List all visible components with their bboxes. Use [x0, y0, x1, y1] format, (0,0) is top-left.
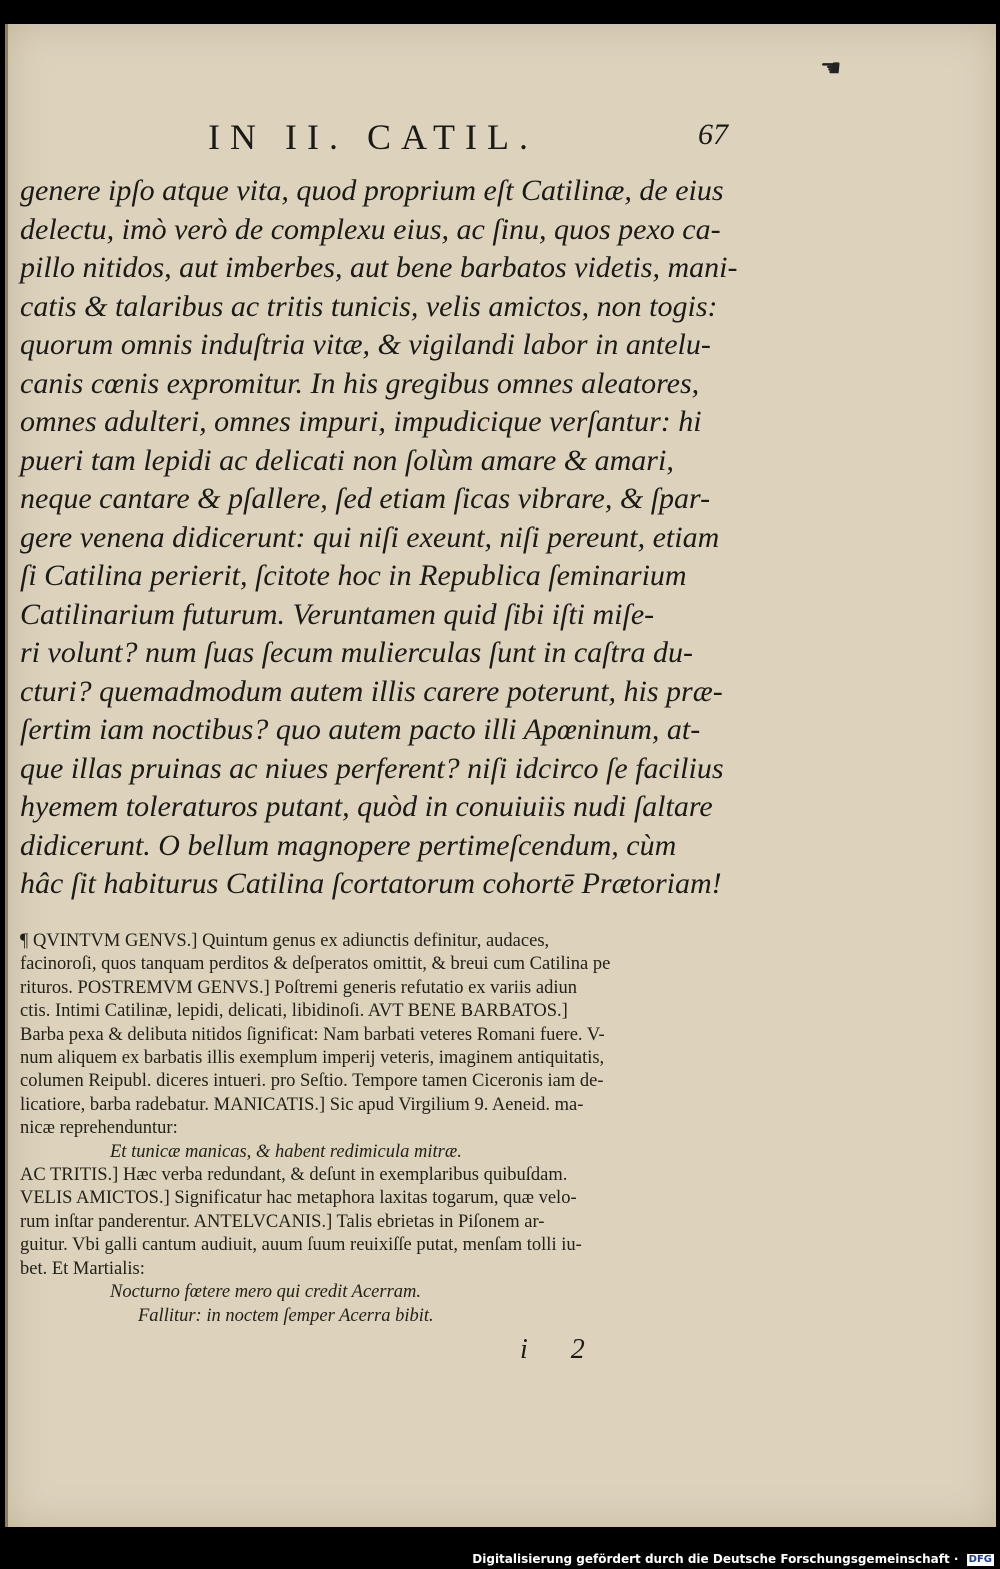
- running-title: IN II. CATIL.: [208, 117, 538, 157]
- text-line: ſi Catilina perierit, ſcitote hoc in Republica ſeminarium: [20, 559, 687, 592]
- text-line: gere venena didicerunt: qui niſi exeunt, niſi pereunt, etiam: [20, 520, 720, 554]
- note-line: guitur. Vbi galli cantum audiuit, auum ſuum reuixiſſe putat, menſam tolli iu-: [20, 1235, 582, 1256]
- text-line: pueri tam lepidi ac delicati non ſolùm amare & amari,: [20, 443, 674, 477]
- corner-mark: ☚: [820, 54, 842, 82]
- text-line: ri volunt? num ſuas ſecum mulierculas ſunt in caſtra du-: [20, 636, 693, 669]
- verse-quote: Fallitur: in noctem ſemper Acerra bibit.: [138, 1305, 434, 1326]
- note-line: ¶ QVINTVM GENVS.] Quintum genus ex adiunctis definitur, audaces,: [20, 931, 550, 951]
- note-line: rum inſtar panderentur. ANTELVCANIS.] Talis ebrietas in Piſonem ar-: [20, 1211, 545, 1232]
- text-line: canis cœnis expromitur. In his gregibus omnes aleatores,: [20, 366, 700, 400]
- text-line: neque cantare & pſallere, ſed etiam ſicas vibrare, & ſpar-: [20, 482, 711, 515]
- main-text: [20, 172, 738, 904]
- folio-number: 67: [698, 118, 728, 151]
- text-line: delectu, imò verò de complexu eius, ac ſinu, quos pexo ca-: [20, 212, 721, 246]
- verse-quote: Et tunicæ manicas, & habent redimicula mitræ.: [110, 1141, 462, 1162]
- running-head: [208, 116, 728, 166]
- dfg-logo: DFG: [968, 1553, 992, 1565]
- footer-text: Digitalisierung gefördert durch die Deutsche Forschungsgemeinschaft ·: [472, 1552, 959, 1566]
- note-line: bet. Et Martialis:: [20, 1258, 145, 1279]
- text-line: genere ipſo atque vita, quod proprium eſt Catilinæ, de eius: [20, 174, 724, 207]
- text-line: hyemem toleraturos putant, quòd in conuiuiis nudi ſaltare: [20, 790, 713, 823]
- text-line: quorum omnis induſtria vitæ, & vigilandi labor in antelu-: [20, 328, 711, 361]
- text-line: que illas pruinas ac niues perferent? niſi idcirco ſe facilius: [20, 751, 724, 785]
- note-line: Barba pexa & delibuta nitidos ſignificat: Nam barbati veteres Romani fuere. V-: [20, 1024, 605, 1045]
- note-line: facinoroſi, quos tanquam perditos & deſperatos omittit, & breui cum Catilina pe: [20, 954, 611, 975]
- text-line: didicerunt. O bellum magnopere pertimeſcendum, cùm: [20, 828, 677, 862]
- text-line: Catilinarium futurum. Veruntamen quid ſibi iſti miſe-: [20, 597, 655, 631]
- note-line: licatiore, barba radebatur. MANICATIS.] Sic apud Virgilium 9. Aeneid. ma-: [20, 1094, 584, 1115]
- text-line: omnes adulteri, omnes impuri, impudicique verſantur: hi: [20, 405, 702, 438]
- text-line: catis & talaribus ac tritis tunicis, velis amictos, non togis:: [20, 289, 718, 323]
- book-page: [5, 24, 996, 1527]
- note-line: columen Reipubl. diceres intueri. pro Seſtio. Tempore tamen Ciceronis iam de-: [20, 1071, 604, 1092]
- note-line: num aliquem ex barbatis illis exemplum imperij veteris, imaginem antiquitatis,: [20, 1048, 605, 1069]
- digitization-footer: [472, 1552, 994, 1566]
- note-line: ctis. Intimi Catilinæ, lepidi, delicati, libidinoſi. AVT BENE BARBATOS.]: [20, 1001, 568, 1022]
- note-line: rituros. POSTREMVM GENVS.] Poſtremi generis refutatio ex variis adiun: [20, 977, 577, 998]
- text-line: pillo nitidos, aut imberbes, aut bene barbatos videtis, mani-: [20, 251, 738, 284]
- note-line: AC TRITIS.] Hæc verba redundant, & deſunt in exemplaribus quibuſdam.: [20, 1165, 568, 1186]
- note-line: nicæ reprehenduntur:: [20, 1118, 178, 1139]
- text-line: cturi? quemadmodum autem illis carere poterunt, his præ-: [20, 674, 723, 708]
- commentary-notes: [20, 930, 720, 1328]
- note-line: VELIS AMICTOS.] Significatur hac metaphora laxitas togarum, quæ velo-: [20, 1188, 577, 1209]
- text-line: hâc ſit habiturus Catilina ſcortatorum cohortē Prætoriam!: [20, 867, 722, 900]
- signature-mark: i 2: [520, 1334, 603, 1365]
- text-line: ſertim iam noctibus? quo autem pacto illi Apœninum, at-: [20, 713, 701, 746]
- verse-quote: Nocturno fœtere mero qui credit Acerram.: [110, 1282, 422, 1303]
